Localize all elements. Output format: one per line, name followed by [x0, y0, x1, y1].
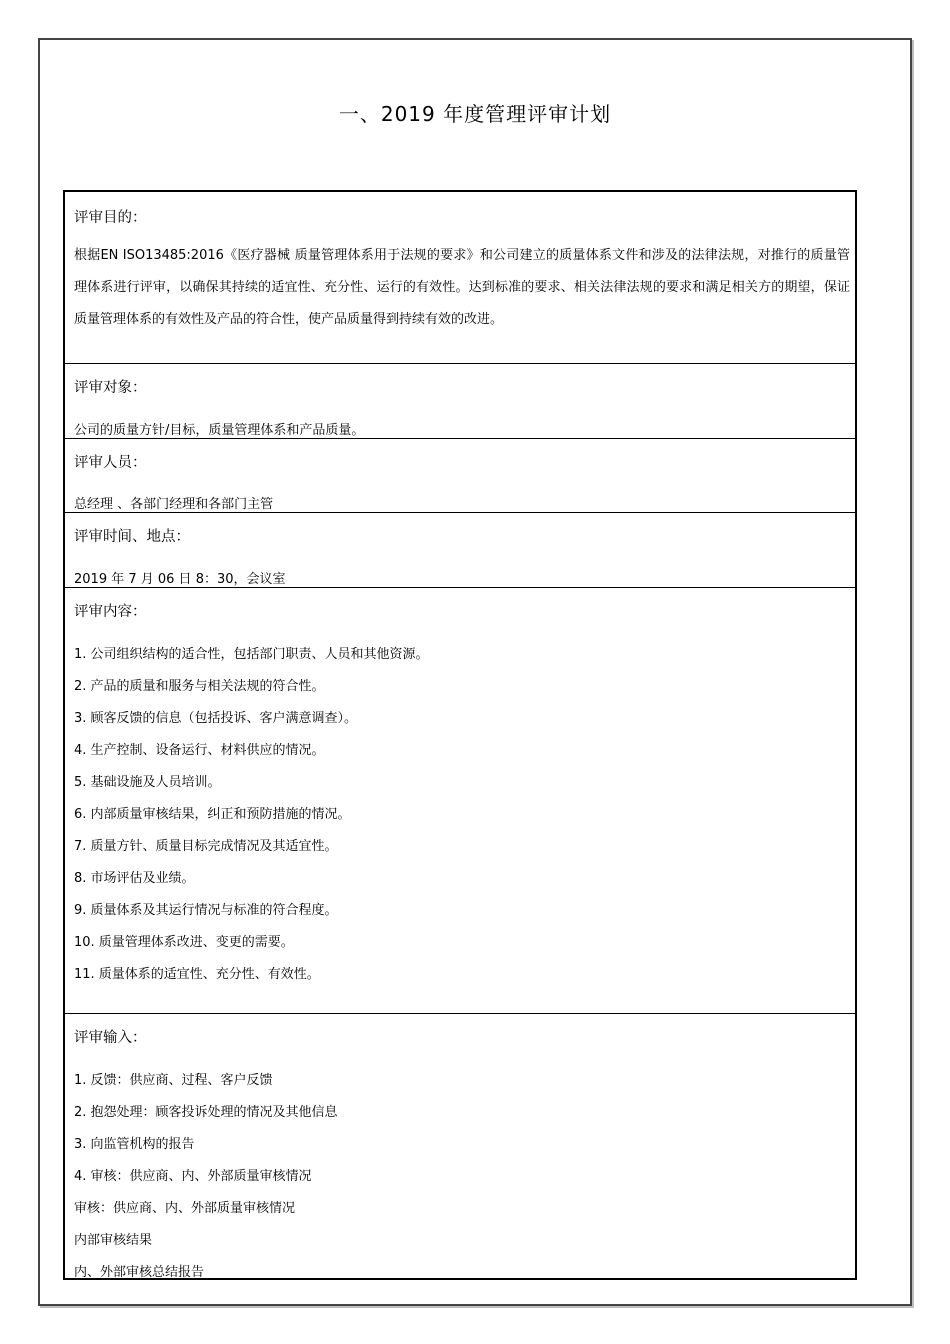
section-time-place	[65, 512, 855, 587]
section-input	[65, 1013, 855, 1278]
content-item: 10. 质量管理体系改进、变更的需要。	[74, 935, 294, 950]
content-item: 1. 公司组织结构的适合性，包括部门职责、人员和其他资源。	[74, 647, 429, 662]
content-item: 5. 基础设施及人员培训。	[74, 775, 221, 790]
section-content	[65, 587, 855, 1013]
content-item: 6. 内部质量审核结果，纠正和预防措施的情况。	[74, 807, 351, 822]
content-item: 2. 产品的质量和服务与相关法规的符合性。	[74, 679, 325, 694]
section-object	[65, 363, 855, 438]
object-heading: 评审对象：	[74, 380, 147, 396]
content-item: 3. 顾客反馈的信息（包括投诉、客户满意调查）。	[74, 711, 358, 726]
content-item: 11. 质量体系的适宜性、充分性、有效性。	[74, 967, 320, 982]
review-plan-table	[63, 190, 857, 1280]
input-item: 审核：供应商、内、外部质量审核情况	[74, 1201, 296, 1216]
input-item: 1. 反馈：供应商、过程、客户反馈	[74, 1073, 273, 1088]
content-item: 4. 生产控制、设备运行、材料供应的情况。	[74, 743, 325, 758]
content-heading: 评审内容：	[74, 604, 147, 620]
section-personnel	[65, 438, 855, 512]
content-item: 9. 质量体系及其运行情况与标准的符合程度。	[74, 903, 338, 918]
section-purpose	[65, 192, 855, 363]
document-title: 一、2019 年度管理评审计划	[338, 102, 612, 126]
purpose-body: 根据EN ISO13485:2016《医疗器械 质量管理体系用于法规的要求》和公司建立的质量体系文件和涉及的法律法规，对推行的质量管理体系进行评审，以确保其持续的适宜性、充分性、运行的有效性。达到标准的要求、相关法律法规的要求和满足相关方的期望，保证质量管理体系的有效性及产品的符合性，使产品质量得到持续有效的改进。	[74, 248, 850, 327]
time-place-heading: 评审时间、地点：	[74, 529, 190, 545]
object-body: 公司的质量方针/目标，质量管理体系和产品质量。	[74, 423, 365, 438]
personnel-heading: 评审人员：	[74, 455, 147, 471]
input-item: 3. 向监管机构的报告	[74, 1137, 195, 1152]
personnel-body: 总经理 、各部门经理和各部门主管	[74, 497, 274, 512]
input-item: 内、外部审核总结报告	[74, 1265, 205, 1280]
content-item: 8. 市场评估及业绩。	[74, 871, 195, 886]
purpose-heading: 评审目的：	[74, 210, 147, 226]
input-item: 2. 抱怨处理：顾客投诉处理的情况及其他信息	[74, 1105, 338, 1120]
input-heading: 评审输入：	[74, 1030, 147, 1046]
time-place-body: 2019 年 7 月 06 日 8：30，会议室	[74, 572, 286, 587]
content-item: 7. 质量方针、质量目标完成情况及其适宜性。	[74, 839, 338, 854]
input-item: 4. 审核：供应商、内、外部质量审核情况	[74, 1169, 312, 1184]
input-item: 内部审核结果	[74, 1233, 153, 1248]
